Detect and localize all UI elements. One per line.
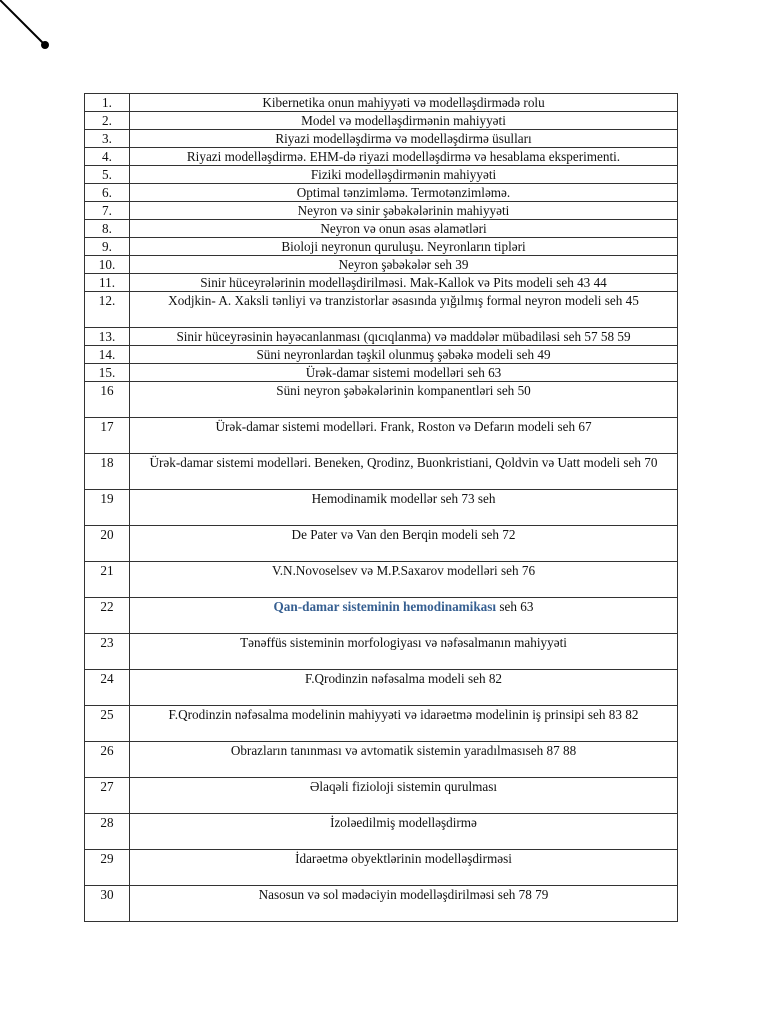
arrow-icon: [0, 0, 60, 60]
table-row: [85, 238, 678, 256]
table-row: [85, 490, 678, 526]
table-row: [85, 274, 678, 292]
row-title: Sinir hüceyrəsinin həyəcanlanması (qıcıqlanma) və maddələr mübadiləsi seh 57 58 59: [130, 328, 678, 346]
table-row: [85, 364, 678, 382]
row-number: 27: [85, 778, 130, 814]
row-number: 14.: [85, 346, 130, 364]
row-number: 22: [85, 598, 130, 634]
table-row: [85, 382, 678, 418]
table-row: [85, 256, 678, 274]
table-row: [85, 562, 678, 598]
table-row: [85, 202, 678, 220]
row-title: Bioloji neyronun quruluşu. Neyronların tipləri: [130, 238, 678, 256]
row-title: Süni neyron şəbəkələrinin kompanentləri seh 50: [130, 382, 678, 418]
row-number: 28: [85, 814, 130, 850]
table-row: [85, 346, 678, 364]
row-title: Nasosun və sol mədəciyin modelləşdirilməsi seh 78 79: [130, 886, 678, 922]
table-row: [85, 814, 678, 850]
row-title: Ürək-damar sistemi modelləri seh 63: [130, 364, 678, 382]
row-number: 20: [85, 526, 130, 562]
table-row: [85, 886, 678, 922]
table-row: [85, 418, 678, 454]
row-number: 21: [85, 562, 130, 598]
row-number: 12.: [85, 292, 130, 328]
row-title: Əlaqəli fizioloji sistemin qurulması: [130, 778, 678, 814]
row-number: 17: [85, 418, 130, 454]
topics-table: [84, 93, 678, 922]
table-row: [85, 112, 678, 130]
row-number: 25: [85, 706, 130, 742]
table-row: [85, 454, 678, 490]
row-title: Optimal tənzimləmə. Termotənzimləmə.: [130, 184, 678, 202]
table-row: [85, 526, 678, 562]
row-number: 15.: [85, 364, 130, 382]
row-title: İdarəetmə obyektlərinin modelləşdirməsi: [130, 850, 678, 886]
table-row: [85, 184, 678, 202]
row-title: Ürək-damar sistemi modelləri. Beneken, Qrodinz, Buonkristiani, Qoldvin və Uatt modeli seh 70: [130, 454, 678, 490]
row-number: 19: [85, 490, 130, 526]
row-title: [130, 598, 678, 634]
table-row: [85, 166, 678, 184]
row-number: 26: [85, 742, 130, 778]
row-title: Sinir hüceyrələrinin modelləşdirilməsi. Mak-Kallok və Pits modeli seh 43 44: [130, 274, 678, 292]
row-title: Obrazların tanınması və avtomatik sistemin yaradılmasıseh 87 88: [130, 742, 678, 778]
row-number: 29: [85, 850, 130, 886]
table-row: [85, 130, 678, 148]
row-title: Xodjkin- A. Xaksli tənliyi və tranzistorlar əsasında yığılmış formal neyron modeli seh 45: [130, 292, 678, 328]
row-title: Model və modelləşdirmənin mahiyyəti: [130, 112, 678, 130]
table-row: [85, 634, 678, 670]
row-number: 4.: [85, 148, 130, 166]
row-number: 5.: [85, 166, 130, 184]
table-row: [85, 706, 678, 742]
table-row: [85, 328, 678, 346]
table-row: [85, 148, 678, 166]
row-title: Riyazi modelləşdirmə və modelləşdirmə üsulları: [130, 130, 678, 148]
row-title: Neyron və onun əsas əlamətləri: [130, 220, 678, 238]
row-number: 8.: [85, 220, 130, 238]
row-number: 1.: [85, 94, 130, 112]
row-number: 2.: [85, 112, 130, 130]
row-title: Riyazi modelləşdirmə. EHM-də riyazi modelləşdirmə və hesablama eksperimenti.: [130, 148, 678, 166]
row-number: 10.: [85, 256, 130, 274]
table-row: [85, 850, 678, 886]
table-row: [85, 292, 678, 328]
row-number: 30: [85, 886, 130, 922]
table-row: [85, 778, 678, 814]
table-row: [85, 598, 678, 634]
row-title: F.Qrodinzin nəfəsalma modelinin mahiyyəti və idarəetmə modelinin iş prinsipi seh 83 82: [130, 706, 678, 742]
row-number: 24: [85, 670, 130, 706]
title-rest: seh 63: [496, 599, 534, 614]
row-title: De Pater və Van den Berqin modeli seh 72: [130, 526, 678, 562]
row-title: Fiziki modelləşdirmənin mahiyyəti: [130, 166, 678, 184]
row-title: Hemodinamik modellər seh 73 seh: [130, 490, 678, 526]
row-title: Ürək-damar sistemi modelləri. Frank, Roston və Defarın modeli seh 67: [130, 418, 678, 454]
row-number: 18: [85, 454, 130, 490]
row-number: 6.: [85, 184, 130, 202]
row-number: 13.: [85, 328, 130, 346]
table-row: [85, 220, 678, 238]
row-title: V.N.Novoselsev və M.P.Saxarov modelləri seh 76: [130, 562, 678, 598]
row-title: Kibernetika onun mahiyyəti və modelləşdirmədə rolu: [130, 94, 678, 112]
row-number: 16: [85, 382, 130, 418]
row-number: 3.: [85, 130, 130, 148]
row-title: Süni neyronlardan təşkil olunmuş şəbəkə modeli seh 49: [130, 346, 678, 364]
title-link[interactable]: Qan-damar sisteminin hemodinamikası: [273, 599, 497, 614]
row-number: 23: [85, 634, 130, 670]
table-row: [85, 670, 678, 706]
row-number: 11.: [85, 274, 130, 292]
row-title: Tənəffüs sisteminin morfologiyası və nəfəsalmanın mahiyyəti: [130, 634, 678, 670]
row-title: F.Qrodinzin nəfəsalma modeli seh 82: [130, 670, 678, 706]
row-number: 7.: [85, 202, 130, 220]
row-title: Neyron şəbəkələr seh 39: [130, 256, 678, 274]
row-title: Neyron və sinir şəbəkələrinin mahiyyəti: [130, 202, 678, 220]
table-row: [85, 742, 678, 778]
row-title: İzoləedilmiş modelləşdirmə: [130, 814, 678, 850]
table-row: [85, 94, 678, 112]
row-number: 9.: [85, 238, 130, 256]
